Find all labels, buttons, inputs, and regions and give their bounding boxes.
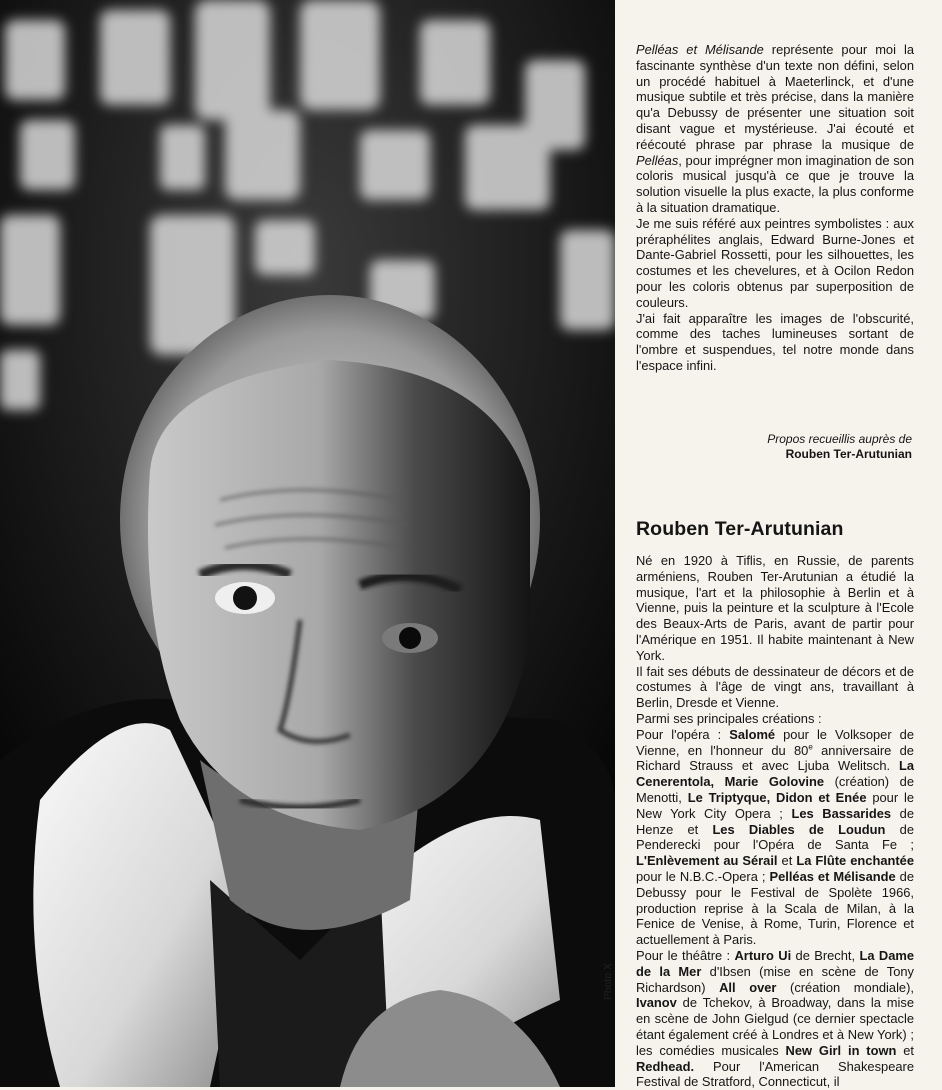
bio-paragraph bbox=[636, 553, 914, 664]
bio-text-run: Pelléas et Mélisande bbox=[769, 868, 896, 884]
bio-text-run: d'Ibsen (mise en scène de Tony Richardson) bbox=[636, 963, 914, 995]
quote-paragraph bbox=[636, 42, 914, 216]
bio-paragraph bbox=[636, 727, 914, 948]
bio-text-run: de Penderecki pour l'Opéra de Santa Fe ; bbox=[636, 821, 914, 853]
quote-text-run: Pelléas et Mélisande bbox=[636, 42, 764, 57]
quote-attribution bbox=[636, 432, 912, 462]
bio-text-run: New Girl in town bbox=[785, 1042, 897, 1058]
quote-text-run: Je me suis référé aux peintres symbolistes : aux préraphélites anglais, Edward Burne-Jones et Dante-Gabriel Rossetti, pour les silhouettes, les costumes et les chevelures, et à Ocilon Redon pour les coloris obtenus par superposition de couleurs. bbox=[636, 215, 914, 310]
bio-text-run: pour le Volksoper de Vienne, en l'honneur du 80 bbox=[636, 726, 914, 758]
bio-text-run: (création) de Menotti, bbox=[636, 774, 914, 805]
bio-text-run: pour le N.B.C.-Opera ; bbox=[636, 868, 770, 884]
bio-text-run: Pour l'opéra : bbox=[636, 726, 730, 742]
quote-text-run: Pelléas bbox=[636, 152, 679, 168]
designer-quote bbox=[636, 42, 914, 374]
bio-paragraph bbox=[636, 948, 914, 1090]
bio-paragraph bbox=[636, 664, 914, 711]
bio-text-run: Pour le théâtre : bbox=[636, 947, 735, 963]
quote-text-run: J'ai fait apparaître les images de l'obscurité, comme des taches lumineuses sortant de l'ombre et suspendues, tel notre monde dans l'espace infini. bbox=[636, 310, 914, 373]
bio-text-run: La Cenerentola, Marie Golovine bbox=[636, 758, 914, 790]
quote-text-run: , pour imprégner mon imagination de son coloris musical jusqu'à ce que je trouve la solution visuelle la plus exacte, la plus conforme à la situation dramatique. bbox=[636, 152, 914, 215]
bio-text-run: de Brecht, bbox=[791, 947, 860, 963]
bio-text-run: Pour l'American Shakespeare Festival de Stratford, Connecticut, il bbox=[636, 1058, 914, 1090]
bio-text-run: Il fait ses débuts de dessinateur de décors et de costumes à l'âge de vingt ans, travaillant à Berlin, Dresde et Vienne. bbox=[636, 663, 914, 711]
bio-text-run: L'Enlèvement au Sérail bbox=[636, 853, 778, 869]
bio-text-run: All over bbox=[719, 979, 777, 995]
attribution-intro: Propos recueillis auprès de bbox=[767, 432, 912, 446]
photo-credit: Photo X bbox=[603, 963, 614, 1000]
bio-text-run: anniversaire de Richard Strauss et avec Ljuba Welitsch. bbox=[636, 742, 914, 774]
bio-text-run: Les Diables de Loudun bbox=[712, 821, 886, 837]
biography bbox=[636, 553, 914, 1090]
bio-text-run: Né en 1920 à Tiflis, en Russie, de parents arméniens, Rouben Ter-Arutunian a étudié la musique, l'art et la philosophie à Berlin et à Vienne, puis la peinture et la sculpture à l'Ecole des Beaux-Arts de Paris, avant de partir pour l'Amérique en 1951. Il habite maintenant à New York. bbox=[636, 553, 914, 663]
bio-text-run: et bbox=[777, 853, 797, 869]
bio-text-run: de Henze et bbox=[636, 805, 914, 837]
bio-text-run: Redhead. bbox=[636, 1058, 695, 1074]
quote-paragraph bbox=[636, 311, 914, 374]
bio-text-run: La Dame de la Mer bbox=[636, 947, 914, 979]
bio-text-run: Le Triptyque, Didon et Enée bbox=[687, 789, 867, 805]
bio-text-run: Les Bassarides bbox=[791, 805, 892, 821]
bio-text-run: La Flûte enchantée bbox=[796, 853, 914, 869]
quote-text-run: représente pour moi la fascinante synthèse d'un texte non défini, selon un procédé habituel à Maeterlinck, et d'une musique subtile et très précise, dans la manière qu'a Debussy de présenter une situation soit disant vague et mystérieuse. J'ai écouté et réécouté phrase par phrase la musique de bbox=[636, 42, 914, 152]
bio-text-run: Ivanov bbox=[636, 995, 677, 1011]
bio-text-run: de Tchekov, à Broadway, dans la mise en scène de John Gielgud (ce dernier spectacle étant également créé à Londres et à New York) ; les comédies musicales bbox=[636, 995, 914, 1058]
bio-text-run: e bbox=[808, 742, 813, 752]
quote-paragraph bbox=[636, 216, 914, 311]
bio-text-run: et bbox=[896, 1042, 914, 1058]
bio-text-run: Arturo Ui bbox=[734, 947, 792, 963]
bio-text-run: Salomé bbox=[729, 726, 776, 742]
bio-paragraph bbox=[636, 711, 914, 727]
bio-heading: Rouben Ter-Arutunian bbox=[636, 518, 844, 540]
bio-text-run: (création mondiale), bbox=[776, 979, 914, 995]
attribution-name: Rouben Ter-Arutunian bbox=[785, 447, 912, 461]
bio-text-run: pour le New York City Opera ; bbox=[636, 789, 915, 821]
bio-text-run: Parmi ses principales créations : bbox=[636, 710, 822, 726]
bio-text-run: de Debussy pour le Festival de Spolète 1966, production reprise à la Scala de Milan, à la Fenice de Venise, à Rome, Turin, Florence et actuellement à Paris. bbox=[636, 868, 915, 948]
